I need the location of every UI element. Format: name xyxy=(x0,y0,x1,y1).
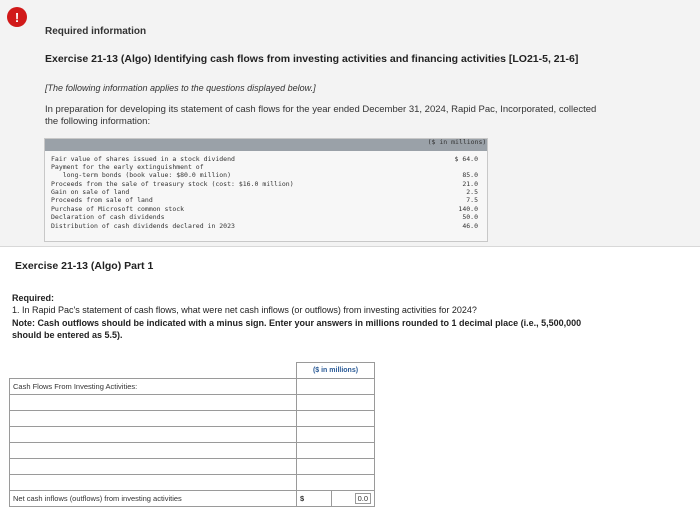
blank-header-cell xyxy=(10,363,297,379)
data-table-header-bar xyxy=(45,139,487,151)
line-item-input[interactable] xyxy=(10,411,297,427)
data-row-label: Proceeds from sale of land xyxy=(51,196,153,204)
question-text: 1. In Rapid Pac's statement of cash flows, what were net cash inflows (or outflows) from investing activities for 2024? xyxy=(12,305,477,315)
data-row-label: Purchase of Microsoft common stock xyxy=(51,205,185,213)
unit-header: ($ in millions) xyxy=(297,363,375,379)
spacer-cell xyxy=(10,395,297,411)
total-dollar-sign: $ xyxy=(297,491,332,507)
line-item-input[interactable] xyxy=(10,459,297,475)
answer-note: Note: Cash outflows should be indicated with a minus sign. Enter your answers in millions rounded to 1 decimal place (i.e., 5,500,000 should be entered as 5.5). xyxy=(12,318,582,340)
amount-input[interactable] xyxy=(297,427,375,443)
section-label: Cash Flows From Investing Activities: xyxy=(10,379,297,395)
cash-flow-answer-table xyxy=(9,362,375,507)
amount-input[interactable] xyxy=(297,443,375,459)
data-row-value: 7.5 xyxy=(466,196,478,204)
line-item-input[interactable] xyxy=(10,475,297,491)
data-row-label: long-term bonds (book value: $80.0 million) xyxy=(51,171,232,179)
data-row-value: $ 64.0 xyxy=(454,155,478,163)
part-title: Exercise 21-13 (Algo) Part 1 xyxy=(15,260,154,272)
data-row-label: Fair value of shares issued in a stock dividend xyxy=(51,155,235,163)
intro-text: In preparation for developing its statement of cash flows for the year ended December 31, 2024, Rapid Pac, Incorporated, collected the following information: xyxy=(45,104,597,127)
amount-input[interactable] xyxy=(297,411,375,427)
required-label: Required: xyxy=(12,293,55,303)
data-row-label: Declaration of cash dividends xyxy=(51,213,165,221)
data-table-unit-label: ($ in millions) xyxy=(427,138,487,146)
total-label: Net cash inflows (outflows) from investing activities xyxy=(10,491,297,507)
amount-input[interactable] xyxy=(297,459,375,475)
alert-icon: ! xyxy=(7,7,27,27)
data-row-label: Payment for the early extinguishment of xyxy=(51,163,204,171)
data-row-value: 140.0 xyxy=(458,205,478,213)
data-row-value: 50.0 xyxy=(462,213,478,221)
line-item-input[interactable] xyxy=(10,427,297,443)
exercise-title: Exercise 21-13 (Algo) Identifying cash flows from investing activities and financing activities [LO21-5, 21-6] xyxy=(45,53,579,65)
section-value-cell xyxy=(297,379,375,395)
required-info-heading: Required information xyxy=(45,26,147,37)
data-row-label: Distribution of cash dividends declared in 2023 xyxy=(51,222,235,230)
data-row-label: Gain on sale of land xyxy=(51,188,130,196)
amount-input[interactable] xyxy=(297,475,375,491)
total-value: 0.0 xyxy=(355,493,371,504)
line-item-input[interactable] xyxy=(10,443,297,459)
info-note: [The following information applies to the questions displayed below.] xyxy=(45,83,316,93)
data-row-value: 85.0 xyxy=(462,171,478,179)
spacer-cell xyxy=(297,395,375,411)
data-row-label: Proceeds from the sale of treasury stock (cost: $16.0 million) xyxy=(51,180,294,188)
data-row-value: 2.5 xyxy=(466,188,478,196)
data-row-value: 21.0 xyxy=(462,180,478,188)
total-value-cell xyxy=(332,491,375,507)
data-row-value: 46.0 xyxy=(462,222,478,230)
